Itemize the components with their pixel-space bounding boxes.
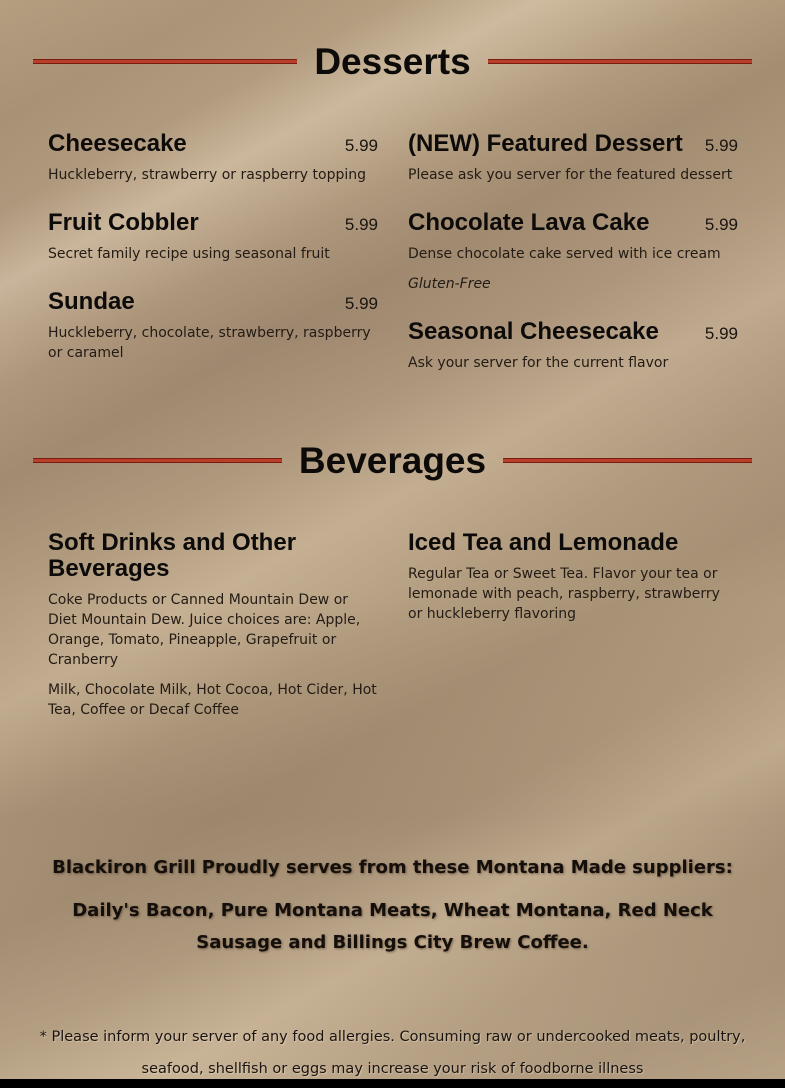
allergy-disclaimer: * Please inform your server of any food allergies. Consuming raw or undercooked meats, poultry, seafood, shellfish or eggs may increase your risk of foodborne illness [39,1029,746,1077]
header-rule-right [503,458,752,463]
item-price: 5.99 [344,136,378,155]
item-description: Dense chocolate cake served with ice cream [408,246,721,262]
item-price: 5.99 [344,294,378,313]
suppliers-intro: Blackiron Grill Proudly serves from these Montana Made suppliers: [52,857,733,878]
item-name: Cheesecake [48,130,187,157]
bottom-bar [0,1079,785,1088]
header-rule-left [33,59,297,64]
desserts-right-column [408,131,738,391]
item-name: Sundae [48,288,135,315]
beverages-header [33,442,752,479]
item-name: Chocolate Lava Cake [408,209,650,236]
item-price: 5.99 [704,136,738,155]
item-price: 5.99 [704,324,738,343]
item-description: Ask your server for the current flavor [408,355,669,371]
item-description: Huckleberry, strawberry or raspberry topping [48,167,366,183]
item-description: Secret family recipe using seasonal fruit [48,246,330,262]
item-name: (NEW) Featured Dessert [408,130,683,157]
item-description-secondary: Milk, Chocolate Milk, Hot Cocoa, Hot Cider, Hot Tea, Coffee or Decaf Coffee [48,682,377,718]
item-name: Fruit Cobbler [48,209,199,236]
menu-item-cheesecake [48,131,378,185]
header-rule-left [33,458,282,463]
item-name: Iced Tea and Lemonade [408,529,679,556]
menu-item-soft-drinks [48,530,378,720]
suppliers-block [40,855,745,959]
item-name: Soft Drinks and Other Beverages [48,529,297,582]
item-description: Regular Tea or Sweet Tea. Flavor your tea or lemonade with peach, raspberry, strawberry or huckleberry flavoring [408,566,720,622]
beverages-left-column [48,530,378,738]
beverages-title: Beverages [298,440,487,481]
gluten-free-note: Gluten-Free [408,276,491,292]
desserts-title: Desserts [314,41,471,82]
item-description: Coke Products or Canned Mountain Dew or Diet Mountain Dew. Juice choices are: Apple, Orange, Tomato, Pineapple, Grapefruit or Cranberry [48,592,361,668]
beverages-right-column [408,530,738,642]
desserts-left-column [48,131,378,381]
menu-item-seasonal-cheesecake [408,319,738,373]
item-price: 5.99 [344,215,378,234]
desserts-header [33,43,752,80]
menu-item-iced-tea-lemonade [408,530,738,624]
item-description: Huckleberry, chocolate, strawberry, raspberry or caramel [48,325,371,361]
suppliers-list: Daily's Bacon, Pure Montana Meats, Wheat Montana, Red Neck Sausage and Billings City Brew Coffee. [72,900,713,953]
item-price: 5.99 [704,215,738,234]
menu-item-featured-dessert [408,131,738,185]
item-name: Seasonal Cheesecake [408,318,659,345]
menu-item-sundae [48,289,378,363]
header-rule-right [488,59,752,64]
item-description: Please ask you server for the featured dessert [408,167,733,183]
menu-item-chocolate-lava-cake [408,210,738,294]
menu-item-fruit-cobbler [48,210,378,264]
